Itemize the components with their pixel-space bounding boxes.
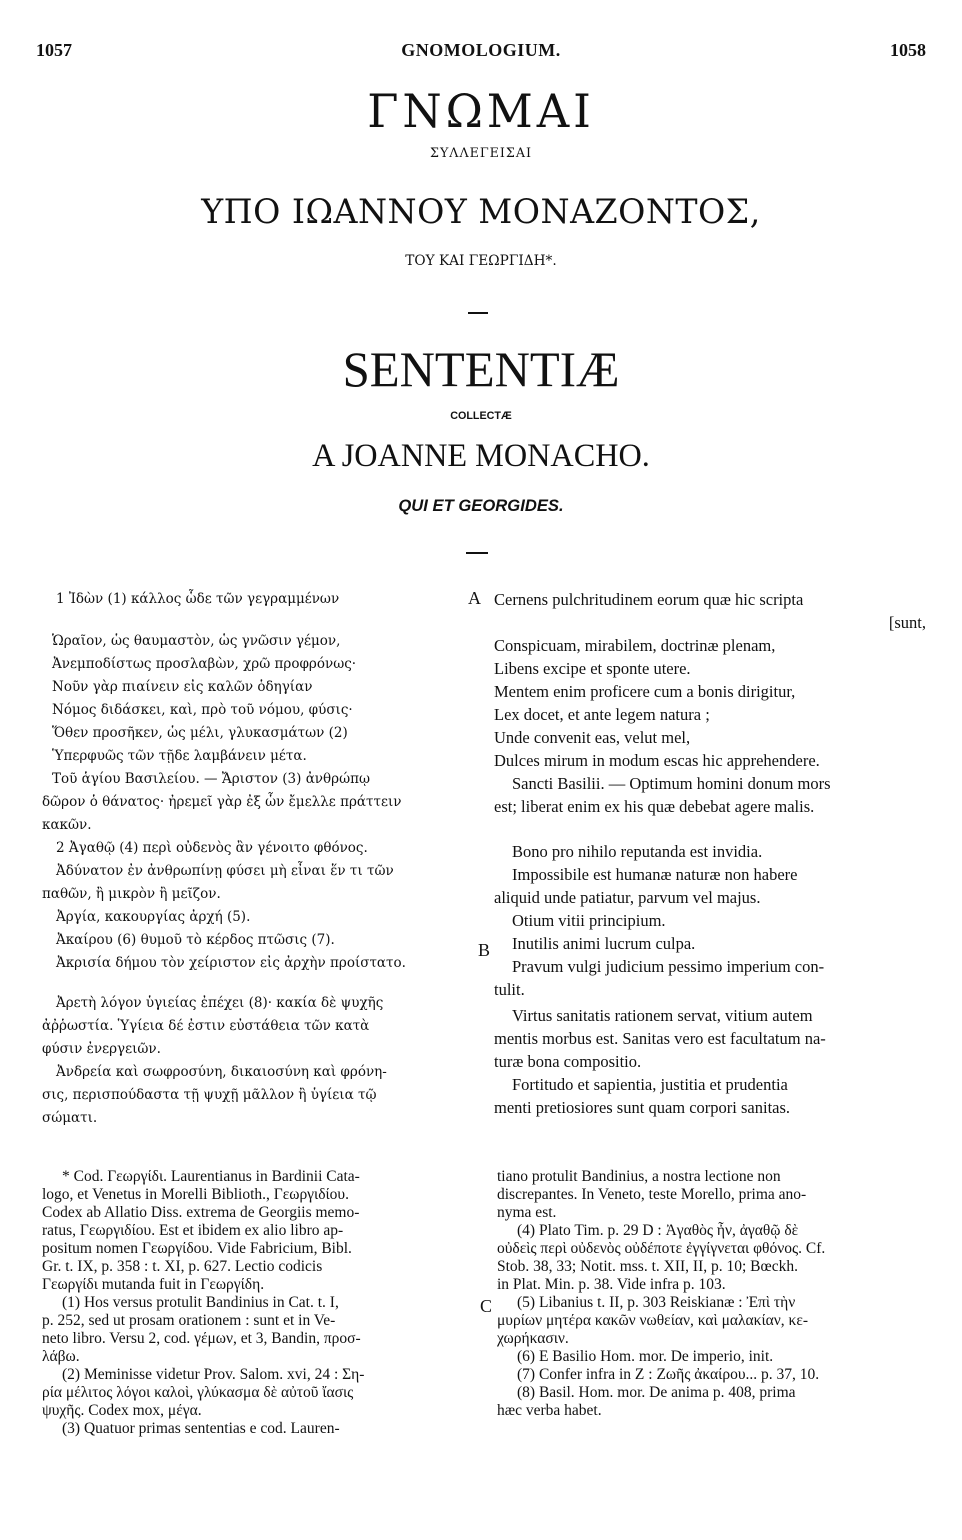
margin-mark-b: B (478, 940, 491, 960)
latin-author-line: A JOANNE MONACHO. (312, 438, 650, 474)
greek-line: παθῶν, ἢ μικρὸν ἢ μεῖζον. (42, 886, 221, 902)
greek-line: φύσιν ἐνεργειῶν. (42, 1041, 161, 1057)
latin-subtitle: COLLECTÆ (450, 410, 512, 422)
footnote-line: (3) Quatuor primas sententias e cod. Lauren- (62, 1420, 340, 1437)
greek-line: Ἀργία, κακουργίας ἀρχή (5). (56, 909, 251, 925)
greek-line: Ὅθεν προσῆκεν, ὡς μέλι, γλυκασμάτων (2) (52, 725, 348, 741)
latin-line: aliquid unde patiatur, parvum vel majus. (494, 888, 761, 907)
footnote-line: nyma est. (497, 1204, 557, 1221)
running-title: GNOMOLOGIUM. (401, 40, 561, 60)
footnote-line: (6) E Basilio Hom. mor. De imperio, init. (517, 1348, 774, 1365)
footnote-line: (1) Hos versus protulit Bandinius in Cat. t. I, (62, 1294, 339, 1311)
footnote-line: Gr. t. IX, p. 358 : t. XI, p. 627. Lectio codicis (42, 1258, 323, 1275)
latin-line: est; liberat enim ex his quæ debebat agere malis. (494, 797, 815, 816)
footnote-line: hæc verba habet. (497, 1402, 602, 1419)
greek-line: Ἀκαίρου (6) θυμοῦ τὸ κέρδος πτῶσις (7). (56, 932, 335, 948)
footnote-line: Γεωργίδι mutanda fuit in Γεωργίδη. (42, 1276, 265, 1293)
latin-line: Bono pro nihilo reputanda est invidia. (512, 842, 763, 861)
latin-line: tulit. (494, 980, 525, 999)
latin-line: Impossibile est humanæ naturæ non habere (512, 865, 798, 884)
greek-line: Ἀνεμποδίστως προσλαβὼν, χρῶ προφρόνως· (52, 656, 357, 672)
greek-line: Νόμος διδάσκει, καὶ, πρὸ τοῦ νόμου, φύσις· (52, 702, 353, 718)
latin-line: mentis morbus est. Sanitas vero est facultatum na- (494, 1029, 826, 1048)
footnote-line: ratus, Γεωργιδίου. Est et ibidem ex alio libro ap- (42, 1222, 344, 1239)
greek-author-line: ΥΠΟ ΙΩΑΝΝΟΥ ΜΟΝΑΖΟΝΤΟΣ, (201, 192, 761, 232)
greek-line: ἀῤῥωστία. Ὑγίεια δέ ἐστιν εὐστάθεια τῶν κατὰ (42, 1018, 370, 1034)
latin-line: Cernens pulchritudinem eorum quæ hic scripta (494, 590, 804, 609)
greek-line: Τοῦ ἁγίου Βασιλείου. — Ἄριστον (3) ἀνθρώπῳ (52, 771, 370, 787)
greek-line: σις, περισπούδαστα τῇ ψυχῇ μᾶλλον ἢ ὑγίεια τῷ (42, 1087, 377, 1103)
latin-title: SENTENTIÆ (342, 341, 620, 397)
latin-author-epithet: QUI ET GEORGIDES. (398, 496, 564, 515)
greek-line: Ὑπερφυῶς τῶν τῇδε λαμβάνειν μέτα. (52, 748, 307, 764)
latin-line: turæ bona compositio. (494, 1052, 642, 1071)
footnote-line: ψυχῆς. Codex mox, μέγα. (42, 1402, 202, 1419)
footnote-line: (7) Confer infra in Z : Ζωῆς ἀκαίρου... p. 37, 10. (517, 1366, 820, 1383)
footnote-line: positum nomen Γεωργίδου. Vide Fabricium, Bibl. (42, 1240, 352, 1257)
footnote-line: (4) Plato Tim. p. 29 D : Ἀγαθὸς ἦν, ἀγαθῷ δὲ (517, 1222, 799, 1239)
latin-line: Fortitudo et sapientia, justitia et prudentia (512, 1075, 788, 1094)
footnote-line: logo, et Venetus in Morelli Biblioth., Γεωργιδίου. (42, 1186, 349, 1203)
greek-subtitle: ΣΥΛΛΕΓΕΙΣΑΙ (429, 146, 533, 161)
greek-line: σώματι. (42, 1110, 98, 1126)
greek-line: Ὡραῖον, ὡς θαυμαστὸν, ὡς γνῶσιν γέμον, (52, 633, 341, 649)
latin-line: Lex docet, et ante legem natura ; (494, 705, 710, 724)
greek-title: ΓΝΩΜΑΙ (367, 84, 595, 138)
latin-line: Conspicuam, mirabilem, doctrinæ plenam, (494, 636, 776, 655)
footnote-line: Codex ab Allatio Diss. extrema de Georgiis memo- (42, 1204, 360, 1221)
footnote-line: (8) Basil. Hom. mor. De anima p. 408, prima (517, 1384, 796, 1401)
right-page-number: 1058 (890, 40, 926, 60)
greek-author-epithet: ΤΟΥ ΚΑΙ ΓΕΩΡΓΙΔΗ*. (405, 253, 557, 269)
latin-line: Unde convenit eas, velut mel, (494, 728, 691, 747)
footnote-line: ρία μέλιτος λόγοι καλοὶ, γλύκασμα δὲ αὐτοῦ ἴασις (42, 1384, 354, 1401)
footnote-line: μυρίων μητέρα κακῶν νωθείαν, καὶ μαλακίαν, κε- (497, 1312, 808, 1329)
footnote-line: neto libro. Versu 2, cod. γέμων, et 3, Bandin, προσ- (42, 1330, 361, 1347)
latin-line: Sancti Basilii. — Optimum homini donum mors (512, 774, 831, 793)
latin-line: Otium vitii principium. (512, 911, 666, 930)
latin-line: Libens excipe et sponte utere. (494, 659, 691, 678)
latin-line: Dulces mirum in modum escas hic apprehendere. (494, 751, 820, 770)
footnote-line: in Plat. Min. p. 38. Vide infra p. 103. (497, 1276, 726, 1293)
greek-line: Ἀδύνατον ἐν ἀνθρωπίνῃ φύσει μὴ εἶναι ἕν τι τῶν (56, 863, 394, 879)
left-page-number: 1057 (36, 40, 72, 60)
latin-line: menti pretiosiores sunt quam corpori sanitas. (494, 1098, 791, 1117)
latin-line: Pravum vulgi judicium pessimo imperium con- (512, 957, 825, 976)
greek-line: Ἀρετὴ λόγον ὑγιείας ἐπέχει (8)· κακία δὲ ψυχῆς (56, 995, 384, 1011)
footnote-line: χωρήκασιν. (497, 1330, 569, 1347)
greek-line: 1 Ἰδὼν (1) κάλλος ὧδε τῶν γεγραμμένων (56, 591, 340, 607)
greek-line: δῶρον ὁ θάνατος· ἠρεμεῖ γὰρ ἐξ ὧν ἔμελλε πράττειν (42, 794, 402, 810)
greek-line: Ἀνδρεία καὶ σωφροσύνη, δικαιοσύνη καὶ φρόνη- (56, 1064, 387, 1080)
section-divider (466, 552, 488, 554)
greek-line: Ἀκρισία δήμου τὸν χείριστον εἰς ἀρχὴν προίστατο. (56, 955, 406, 971)
latin-line: Inutilis animi lucrum culpa. (512, 934, 696, 953)
greek-line: κακῶν. (42, 817, 92, 833)
footnote-line: * Cod. Γεωργίδι. Laurentianus in Bardinii Cata- (62, 1168, 360, 1185)
latin-line: Mentem enim proficere cum a bonis dirigitur, (494, 682, 796, 701)
margin-mark-a: A (468, 588, 481, 608)
latin-line: [sunt, (888, 613, 926, 632)
footnote-line: p. 252, sed ut prosam orationem : sunt et in Ve- (42, 1312, 336, 1329)
footnote-line: discrepantes. In Veneto, teste Morello, prima ano- (497, 1186, 807, 1203)
margin-mark-c: C (480, 1296, 493, 1316)
footnote-line: Stob. 38, 33; Notit. mss. t. XII, II, p. 10; Bœckh. (497, 1258, 798, 1275)
footnote-line: tiano protulit Bandinius, a nostra lectione non (497, 1168, 781, 1185)
footnote-line: λάβω. (42, 1348, 80, 1365)
running-header (36, 40, 926, 66)
greek-line: 2 Ἀγαθῷ (4) περὶ οὐδενὸς ἂν γένοιτο φθόνος. (56, 840, 368, 856)
footnote-line: (2) Meminisse videtur Prov. Salom. xvi, 24 : Ση- (62, 1366, 365, 1383)
footnote-line: (5) Libanius t. II, p. 303 Reiskianæ : Ἐπὶ τὴν (517, 1294, 796, 1311)
latin-line: Virtus sanitatis rationem servat, vitium autem (512, 1006, 813, 1025)
footnote-line: οὐδεὶς περὶ οὐδενὸς οὐδέποτε ἐγγίγνεται φθόνος. Cf. (497, 1240, 826, 1257)
title-divider (468, 312, 488, 314)
greek-line: Νοῦν γὰρ πιαίνειν εἰς καλῶν ὁδηγίαν (52, 679, 313, 695)
